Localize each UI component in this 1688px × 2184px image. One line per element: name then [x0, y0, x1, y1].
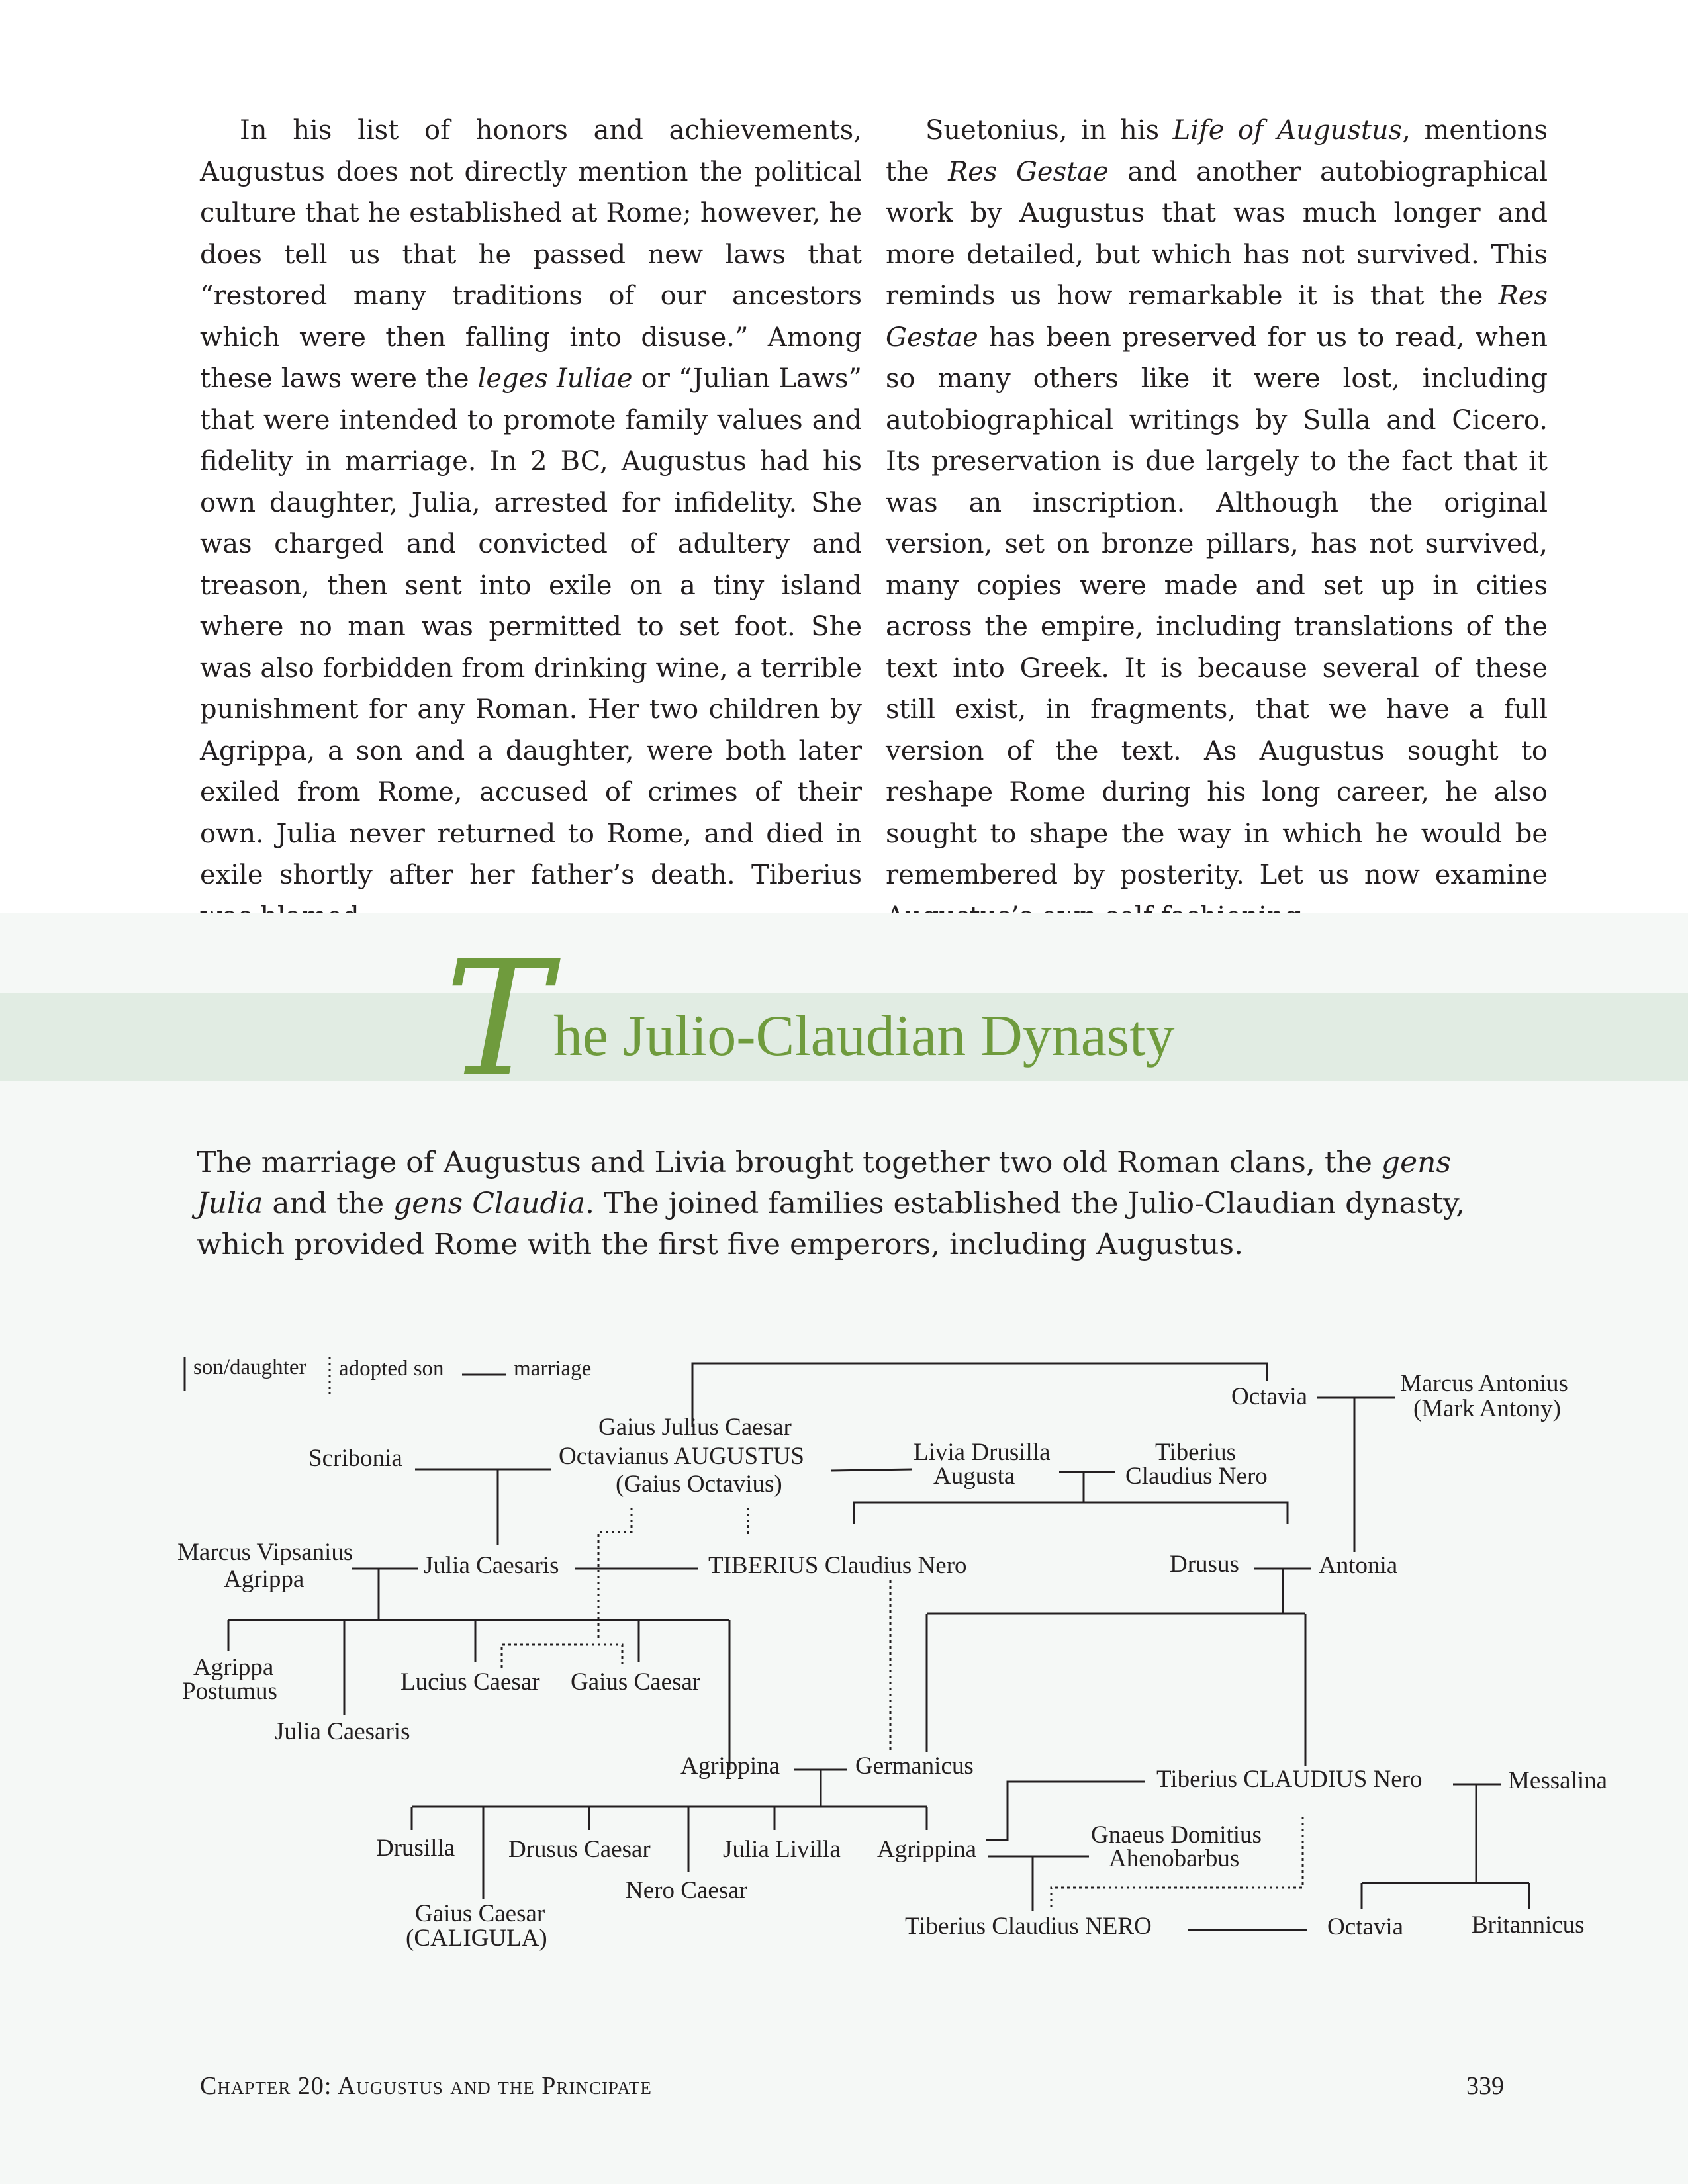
italic-term: leges Iuliae	[477, 363, 633, 394]
sidebar-title: he Julio-Claudian Dynasty	[553, 1004, 1175, 1068]
person-livia-line2: Augusta	[933, 1463, 1015, 1490]
person-lucius-caesar: Lucius Caesar	[400, 1668, 540, 1696]
text-run: and the	[263, 1187, 394, 1220]
text-run: , mentions the	[886, 115, 1548, 187]
person-julia-caesaris-younger: Julia Caesaris	[275, 1718, 410, 1745]
text-run: and another autobiographical work by Augustus that was much longer and more detailed, but which has not survived. This reminds us how remarkable it is that the	[886, 156, 1548, 311]
person-mark-antony: (Mark Antony)	[1413, 1395, 1561, 1422]
body-paragraph-right	[886, 110, 1548, 937]
person-germanicus: Germanicus	[855, 1752, 974, 1780]
italic-term: gens Claudia	[393, 1187, 586, 1220]
person-agrippina-younger: Agrippina	[877, 1836, 977, 1863]
person-caligula-line2: (CALIGULA)	[406, 1925, 547, 1952]
person-antonia: Antonia	[1319, 1552, 1398, 1579]
person-britannicus: Britannicus	[1472, 1911, 1585, 1938]
legend-adopted-son: adopted son	[339, 1357, 444, 1381]
body-paragraph-left	[200, 110, 862, 937]
person-scribonia: Scribonia	[308, 1445, 402, 1472]
footer-page-number: 339	[1466, 2072, 1504, 2100]
legend-son-daughter: son/daughter	[193, 1355, 306, 1379]
family-tree	[0, 1337, 1688, 1985]
person-drusus-caesar: Drusus Caesar	[508, 1836, 651, 1863]
text-run: Suetonius, in his	[925, 115, 1173, 146]
body-column-right	[886, 110, 1548, 937]
person-augustus-line3: (Gaius Octavius)	[616, 1471, 782, 1498]
footer-chapter-title: Chapter 20: Augustus and the Principate	[200, 2072, 652, 2100]
body-column-left	[200, 110, 862, 937]
person-agrippa-line1: Marcus Vipsanius	[177, 1539, 353, 1566]
italic-term: Life of Augustus	[1172, 115, 1403, 146]
adoption-lucius-gaius	[502, 1645, 622, 1668]
person-messalina: Messalina	[1508, 1767, 1608, 1794]
sidebar-title-initial: T	[445, 927, 551, 1112]
line-livia-children	[854, 1502, 1288, 1524]
person-gnaeus-line2: Ahenobarbus	[1109, 1845, 1240, 1872]
text-run: has been preserved for us to read, when so many others like it were lost, including autobiographical writings by Sulla and Cicero. Its preservation is due largely to the fact that it was an inscription. Although the original version, set on bronze pillars, has not survived, many copies were made and set up in cities across the empire, including translations of the text into Greek. It is because several of these still exist, in fragments, that we have a full version of the text. As Augustus sought to reshape Rome during his long career, he also sought to shape the way in which he would be remembered by posterity. Let us now examine	[886, 322, 1548, 890]
person-tiberius-nero-line2: Claudius Nero	[1125, 1463, 1268, 1490]
person-marcus-antonius: Marcus Antonius	[1400, 1370, 1568, 1397]
person-gaius-caesar: Gaius Caesar	[571, 1668, 701, 1696]
person-agrippa-postumus-line1: Agrippa	[193, 1654, 274, 1681]
person-agrippa-postumus-line2: Postumus	[182, 1678, 277, 1705]
person-drusilla: Drusilla	[376, 1835, 455, 1862]
person-nero-caesar: Nero Caesar	[626, 1877, 747, 1904]
person-augustus-line1: Gaius Julius Caesar	[598, 1414, 792, 1441]
text-run: In his list of honors and achievements, Augustus does not directly mention the political culture that he established at Rome; however, he does tell us that he passed new laws that “restored many traditions of our ancestors which were then falling into disuse.” Among these laws were the	[200, 115, 862, 394]
person-caligula-line1: Gaius Caesar	[415, 1900, 545, 1927]
person-drusus: Drusus	[1170, 1551, 1239, 1578]
person-livia-line1: Livia Drusilla	[914, 1439, 1051, 1466]
italic-term: Res Gestae	[948, 156, 1109, 187]
person-julia-caesaris: Julia Caesaris	[424, 1552, 559, 1579]
legend-marriage: marriage	[514, 1357, 592, 1381]
person-nero-emperor: Tiberius Claudius NERO	[905, 1913, 1152, 1940]
person-julia-livilla: Julia Livilla	[723, 1836, 841, 1863]
person-agrippina: Agrippina	[680, 1752, 780, 1780]
text-run: The marriage of Augustus and Livia brought together two old Roman clans, the	[197, 1146, 1382, 1179]
person-tiberius-emperor: TIBERIUS Claudius Nero	[708, 1552, 967, 1579]
person-octavia-younger: Octavia	[1327, 1913, 1404, 1940]
person-octavia: Octavia	[1231, 1383, 1308, 1410]
adoption-augustus-gaius-lucius	[598, 1508, 632, 1638]
person-tiberius-nero-line1: Tiberius	[1155, 1439, 1237, 1466]
person-agrippa-line2: Agrippa	[224, 1566, 305, 1593]
person-augustus-line2: Octavianus AUGUSTUS	[559, 1443, 805, 1470]
text-run: . The joined families established the Julio-Claudian dynasty, which provided Rome with the first five emperors, including Augustus.	[197, 1187, 1465, 1261]
person-claudius: Tiberius CLAUDIUS Nero	[1156, 1766, 1423, 1793]
person-gnaeus-line1: Gnaeus Domitius	[1091, 1821, 1262, 1848]
marriage-augustus-livia	[831, 1469, 912, 1471]
text-run: or “Julian Laws” that were intended to promote family values and fidelity in marriage. In 2 BC, Augustus had his own daughter, Julia, arrested for infidelity. She was charged and convicted of adultery and treason, then sent into exile on a tiny island where no man was permitted to set foot. She was also forbidden from drinking wine, a terrible punishment for any Roman. Her two children by Agrippa, a son and a daughter, were both later exiled from Rome, accused of crimes of their own. Julia never returned to Rome, and died in exile shortly after her father’s death. Tiberius	[200, 363, 862, 890]
italic-term: gens Julia	[197, 1146, 1452, 1220]
italic-term: Res Gestae	[886, 281, 1548, 353]
sidebar-intro	[197, 1142, 1514, 1265]
